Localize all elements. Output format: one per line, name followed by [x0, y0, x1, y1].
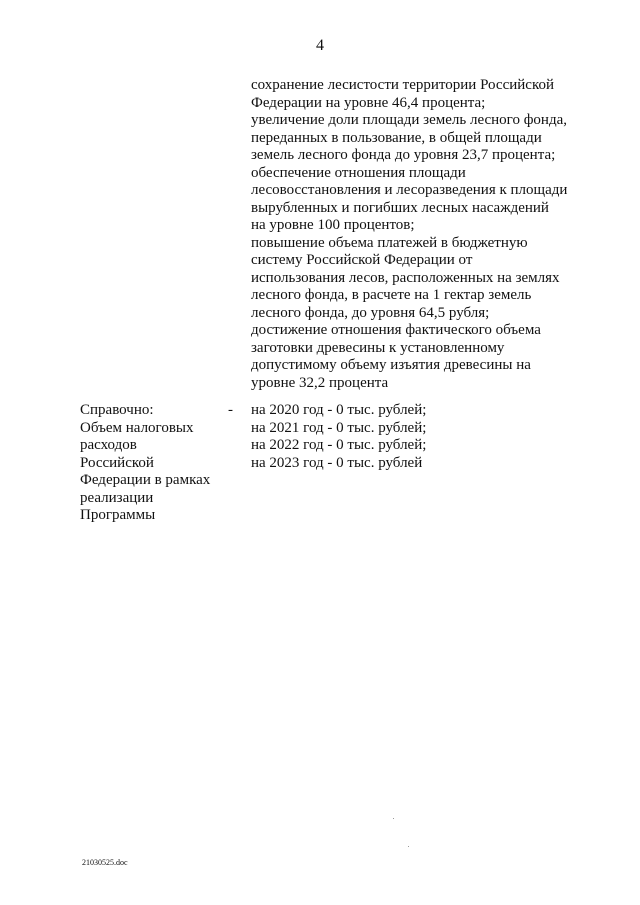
targets-line: лесного фонда, до уровня 64,5 рубля;	[251, 304, 490, 321]
reference-value-line: на 2021 год - 0 тыс. рублей;	[251, 419, 427, 436]
reference-label-line: Федерации в рамках	[80, 472, 211, 488]
reference-value-line: на 2022 год - 0 тыс. рублей;	[251, 437, 427, 453]
targets-line: заготовки древесины к установленному	[251, 339, 505, 356]
reference-label-line: реализации	[80, 489, 154, 506]
targets-line: сохранение лесистости территории Российской	[251, 77, 554, 93]
reference-label-line: Справочно:	[80, 402, 154, 418]
page-number: 4	[316, 37, 324, 54]
reference-value-line: на 2020 год - 0 тыс. рублей;	[251, 402, 427, 418]
targets-line: повышение объема платежей в бюджетную	[251, 234, 528, 251]
targets-line: использования лесов, расположенных на землях	[251, 269, 560, 286]
document-footer-filename: 21030525.doc	[82, 858, 128, 867]
reference-dash: -	[228, 402, 233, 418]
targets-line: лесовосстановления и лесоразведения к площади	[251, 182, 568, 198]
targets-line: достижение отношения фактического объема	[251, 322, 541, 338]
targets-line: земель лесного фонда до уровня 23,7 процента;	[251, 147, 556, 163]
reference-values	[251, 402, 426, 472]
reference-label-line: расходов	[80, 437, 137, 453]
reference-label-line: Объем налоговых	[80, 419, 194, 436]
targets-line: обеспечение отношения площади	[251, 164, 466, 181]
targets-line: вырубленных и погибших лесных насаждений	[251, 199, 549, 216]
targets-line: Федерации на уровне 46,4 процента;	[251, 94, 486, 111]
targets-line: увеличение доли площади земель лесного фонда,	[251, 112, 567, 128]
targets-line: переданных в пользование, в общей площади	[251, 129, 542, 146]
reference-label-line: Российской	[80, 454, 154, 471]
targets-line: на уровне 100 процентов;	[251, 217, 415, 233]
scan-speck	[393, 818, 394, 819]
reference-label	[80, 402, 230, 525]
targets-line: систему Российской Федерации от	[251, 252, 473, 268]
targets-line: лесного фонда, в расчете на 1 гектар земель	[251, 287, 532, 303]
program-targets-text	[251, 77, 591, 392]
targets-line: уровне 32,2 процента	[251, 374, 389, 391]
scan-speck	[408, 846, 409, 847]
targets-line: допустимому объему изъятия древесины на	[251, 357, 531, 373]
reference-label-line: Программы	[80, 507, 156, 523]
reference-value-line: на 2023 год - 0 тыс. рублей	[251, 454, 423, 471]
